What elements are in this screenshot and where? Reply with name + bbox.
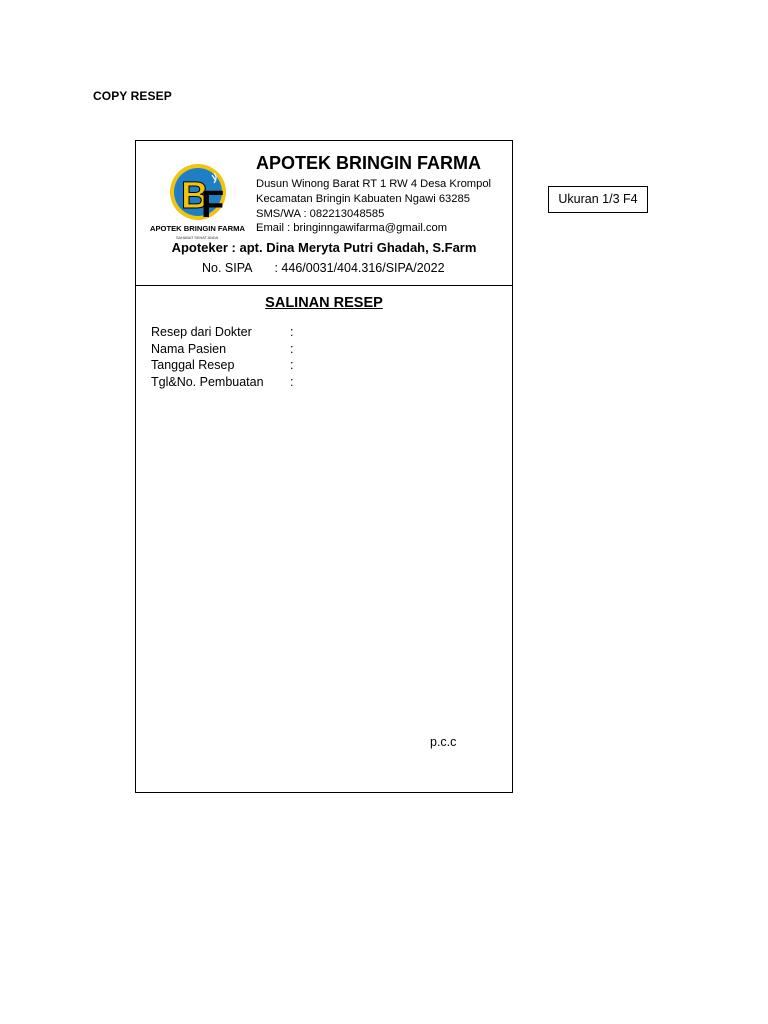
sipa-label: No. SIPA [202, 261, 253, 275]
size-note-box: Ukuran 1/3 F4 [548, 186, 648, 213]
address-line-2: Kecamatan Bringin Kabuaten Ngawi 63285 [256, 193, 470, 205]
pcc-note: p.c.c [430, 735, 457, 749]
email-line: Email : bringinngawifarma@gmail.com [256, 222, 448, 234]
pharmacist-name: Apoteker : apt. Dina Meryta Putri Ghadah, S.Farm [171, 240, 477, 255]
logo-name: APOTEK BRINGIN FARMA [150, 224, 245, 233]
form-title: SALINAN RESEP [265, 295, 383, 311]
pharmacy-header [136, 141, 512, 286]
prescription-copy-form [135, 140, 513, 793]
field-label-doctor: Resep dari Dokter [151, 325, 252, 339]
logo-letter-b: B [181, 175, 209, 217]
sipa-row [202, 261, 445, 275]
phone-line: SMS/WA : 082213048585 [256, 208, 385, 220]
logo-letter-f: F [201, 184, 225, 226]
field-colon-doctor: : [290, 325, 294, 339]
pharmacy-name: APOTEK BRINGIN FARMA [256, 153, 481, 173]
field-colon-creation: : [290, 375, 294, 389]
logo-tagline: SAHABAT SEHAT ANDA [176, 236, 219, 240]
field-colon-date: : [290, 358, 294, 372]
pharmacy-logo [150, 163, 250, 243]
field-label-date: Tanggal Resep [151, 358, 235, 372]
document-label: COPY RESEP [93, 89, 172, 103]
field-label-patient: Nama Pasien [151, 342, 227, 356]
field-colon-patient: : [290, 342, 294, 356]
field-label-creation: Tgl&No. Pembuatan [151, 375, 264, 389]
sipa-value: : 446/0031/404.316/SIPA/2022 [274, 261, 445, 275]
address-line-1: Dusun Winong Barat RT 1 RW 4 Desa Krompol [256, 178, 492, 190]
